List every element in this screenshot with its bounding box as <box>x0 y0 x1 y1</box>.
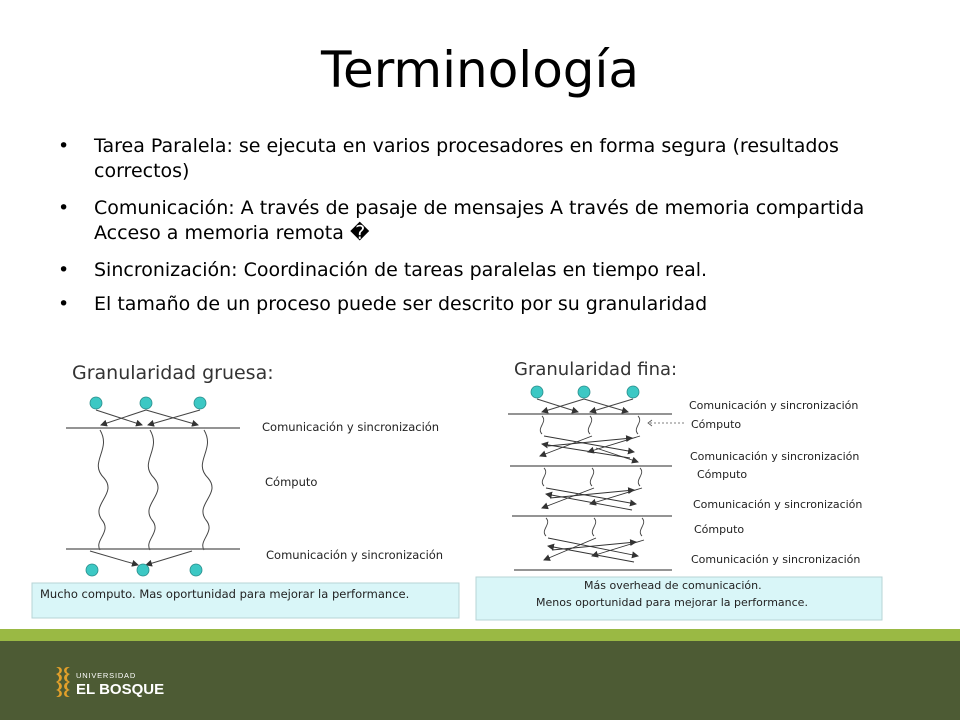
coarse-top-arrows <box>96 410 200 425</box>
fine-label: Cómputo <box>694 523 745 536</box>
task-node <box>140 397 152 409</box>
fine-label: Cómputo <box>697 468 748 481</box>
bullet-list <box>58 134 898 329</box>
fine-diagram <box>476 359 882 620</box>
fine-compute-waves <box>540 416 643 536</box>
bullet-text: Sincronización: Coordinación de tareas paralelas en tiempo real. <box>94 259 708 281</box>
fine-title: Granularidad fina: <box>514 359 678 380</box>
task-node <box>627 386 639 398</box>
granularity-diagram <box>0 352 960 627</box>
coarse-label-compute: Cómputo <box>265 475 318 489</box>
fine-label: Comunicación y sincronización <box>693 498 863 511</box>
university-logo <box>54 664 174 700</box>
coarse-compute-waves <box>98 430 212 550</box>
bullet-text: Comunicación: A través de pasaje de mensajes A través de memoria compartida Acceso a memoria remota � <box>94 197 865 244</box>
slide-title: Terminología <box>320 41 640 99</box>
bullet-marker: • <box>58 135 70 157</box>
bullet-marker: • <box>58 259 70 281</box>
bullet-item <box>58 196 898 246</box>
task-node <box>194 397 206 409</box>
bullet-item <box>58 258 898 283</box>
bullet-text: El tamaño de un proceso puede ser descrito por su granularidad <box>94 293 708 315</box>
fine-label: Comunicación y sincronización <box>690 450 860 463</box>
coarse-label-comm-bottom: Comunicación y sincronización <box>266 548 444 562</box>
task-node <box>86 564 98 576</box>
fine-top-arrows <box>537 399 633 412</box>
coarse-diagram <box>32 362 459 618</box>
coarse-caption: Mucho computo. Mas oportunidad para mejorar la performance. <box>40 587 410 601</box>
fine-caption-line2: Menos oportunidad para mejorar la performance. <box>536 596 808 609</box>
fine-label: Comunicación y sincronización <box>689 399 859 412</box>
logo-text-small: UNIVERSIDAD <box>76 671 137 680</box>
coarse-title: Granularidad gruesa: <box>72 362 274 384</box>
bullet-text: Tarea Paralela: se ejecuta en varios procesadores en forma segura (resultados correctos) <box>94 135 839 182</box>
footer-accent-line <box>0 629 960 641</box>
coarse-bottom-arrows <box>90 551 192 565</box>
fine-caption-line1: Más overhead de comunicación. <box>584 579 762 592</box>
task-node <box>137 564 149 576</box>
fine-label: Cómputo <box>691 418 742 431</box>
university-emblem-icon <box>56 667 70 697</box>
bullet-marker: • <box>58 293 70 315</box>
task-node <box>90 397 102 409</box>
fine-label: Comunicación y sincronización <box>691 553 861 566</box>
bullet-marker: • <box>58 197 70 219</box>
task-node <box>578 386 590 398</box>
logo-text-big: EL BOSQUE <box>76 681 165 698</box>
task-node <box>190 564 202 576</box>
fine-comm-arrows <box>540 436 644 562</box>
coarse-label-comm-top: Comunicación y sincronización <box>262 420 440 434</box>
bullet-item <box>58 292 898 317</box>
bullet-item <box>58 134 898 184</box>
task-node <box>531 386 543 398</box>
